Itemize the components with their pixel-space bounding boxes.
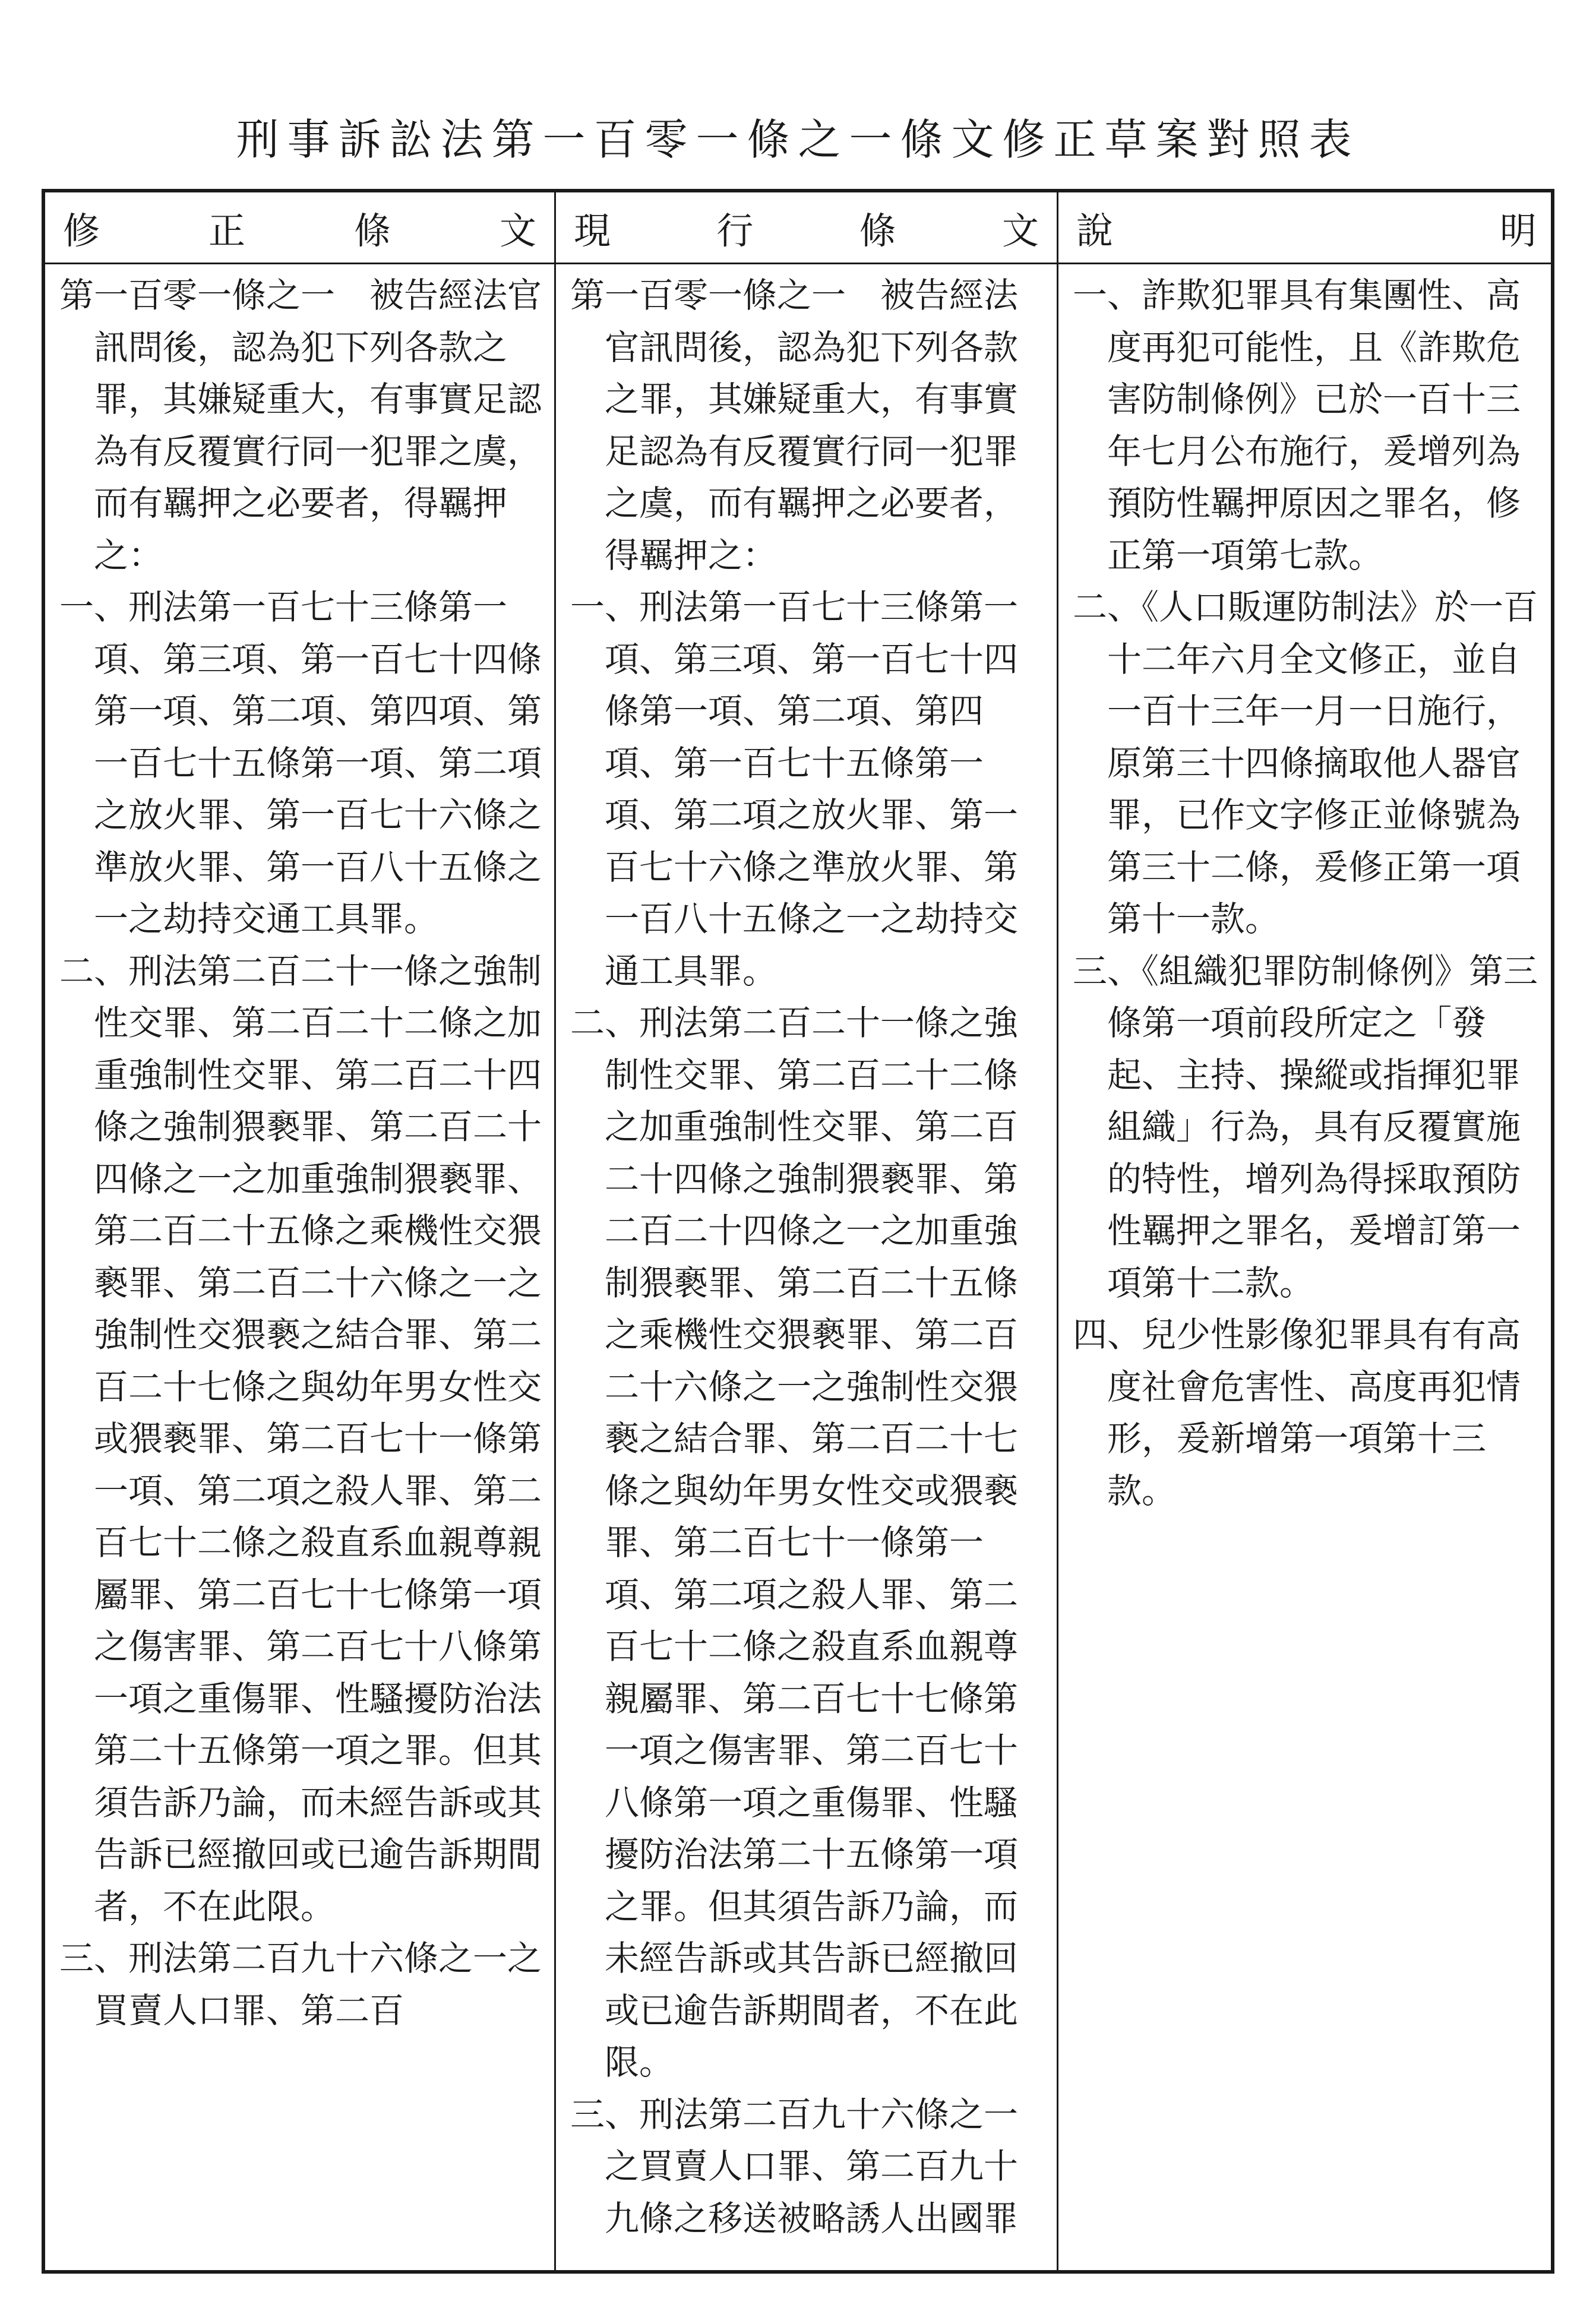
current-intro: 第一百零一條之一 被告經法官訊問後，認為犯下列各款之罪，其嫌疑重大，有事實足認為有反覆實行同一犯罪之虞，而有羈押之必要者，得羈押之： — [570, 275, 1019, 576]
header-char: 文 — [499, 208, 536, 252]
current-header — [574, 192, 1039, 263]
header-char: 正 — [208, 208, 245, 252]
explanation-item: 四、兒少性影像犯罪具有有高度社會危害性、高度再犯情形，爰新增第一項第十三款。 — [1073, 1314, 1521, 1511]
explanation-header — [1076, 192, 1537, 263]
revised-item: 三、刑法第二百九十六條之一之買賣人口罪、第二百 — [59, 1938, 542, 2031]
explanation-item: 二、《人口販運防制法》於一百十二年六月全文修正，並自一百十三年一月一日施行，原第三十四條摘取他人器官罪，已作文字修正並條號為第三十二條，爰修正第一項第十一款。 — [1073, 587, 1538, 939]
revised-intro: 第一百零一條之一 被告經法官訊問後，認為犯下列各款之罪，其嫌疑重大，有事實足認為有反覆實行同一犯罪之虞，而有羈押之必要者，得羈押之： — [59, 275, 542, 576]
revised-column — [45, 192, 554, 2270]
current-item: 一、刑法第一百七十三條第一項、第三項、第一百七十四條第一項、第二項、第四項、第一百七十五條第一項、第二項之放火罪、第一百七十六條之準放火罪、第一百八十五條之一之劫持交通工具罪。 — [570, 587, 1019, 991]
header-char: 修 — [63, 208, 100, 252]
header-char: 明 — [1499, 208, 1537, 252]
comparison-table — [42, 189, 1554, 2274]
header-char: 行 — [716, 208, 754, 252]
current-body — [570, 270, 1047, 2270]
revised-body — [59, 270, 545, 2270]
revised-item: 一、刑法第一百七十三條第一項、第三項、第一百七十四條第一項、第二項、第四項、第一百七十五條第一項、第二項之放火罪、第一百七十六條之準放火罪、第一百八十五條之一之劫持交通工具罪。 — [59, 587, 542, 939]
document-title: 刑事訴訟法第一百零一條之一條文修正草案對照表 — [236, 115, 1360, 165]
current-item: 二、刑法第二百二十一條之強制性交罪、第二百二十二條之加重強制性交罪、第二百二十四條之強制猥褻罪、第二百二十四條之一之加重強制猥褻罪、第二百二十五條之乘機性交猥褻罪、第二百二十六條之一之強制性交猥褻之結合罪、第二百二十七條之與幼年男女性交或猥褻罪、第二百七十一條第一項、第二項之殺人罪、第二百七十二條之殺直系血親尊親屬罪、第二百七十七條第一項之傷害罪、第二百七十八條第一項之重傷罪、性騷擾防治法第二十五條第一項之罪。但其須告訴乃論，而未經告訴或其告訴已經撤回或已逾告訴期間者，不在此限。 — [570, 1003, 1019, 2082]
header-char: 條 — [859, 208, 896, 252]
explanation-item: 一、詐欺犯罪具有集團性、高度再犯可能性，且《詐欺危害防制條例》已於一百十三年七月公布施行，爰增列為預防性羈押原因之罪名，修正第一項第七款。 — [1073, 275, 1521, 576]
explanation-body — [1073, 270, 1545, 2270]
revised-header — [63, 192, 536, 263]
current-item: 三、刑法第二百九十六條之一之買賣人口罪、第二百九十九條之移送被略誘人出國罪 — [570, 2094, 1019, 2239]
header-char: 現 — [574, 208, 611, 252]
revised-item: 二、刑法第二百二十一條之強制性交罪、第二百二十二條之加重強制性交罪、第二百二十四條之強制猥褻罪、第二百二十四條之一之加重強制猥褻罪、第二百二十五條之乘機性交猥褻罪、第二百二十六條之一之強制性交猥褻之結合罪、第二百二十七條之與幼年男女性交或猥褻罪、第二百七十一條第一項、第二項之殺人罪、第二百七十二條之殺直系血親尊親屬罪、第二百七十七條第一項之傷害罪、第二百七十八條第一項之重傷罪、性騷擾防治法第二十五條第一項之罪。但其須告訴乃論，而未經告訴或其告訴已經撤回或已逾告訴期間者，不在此限。 — [59, 950, 542, 1927]
current-column — [556, 192, 1057, 2270]
explanation-column — [1058, 192, 1554, 2270]
header-char: 條 — [353, 208, 391, 252]
explanation-item: 三、《組織犯罪防制條例》第三條第一項前段所定之「發起、主持、操縱或指揮犯罪組織」行為，具有反覆實施的特性，增列為得採取預防性羈押之罪名，爰增訂第一項第十二款。 — [1073, 950, 1538, 1303]
header-char: 文 — [1001, 208, 1039, 252]
header-char: 說 — [1076, 208, 1114, 252]
